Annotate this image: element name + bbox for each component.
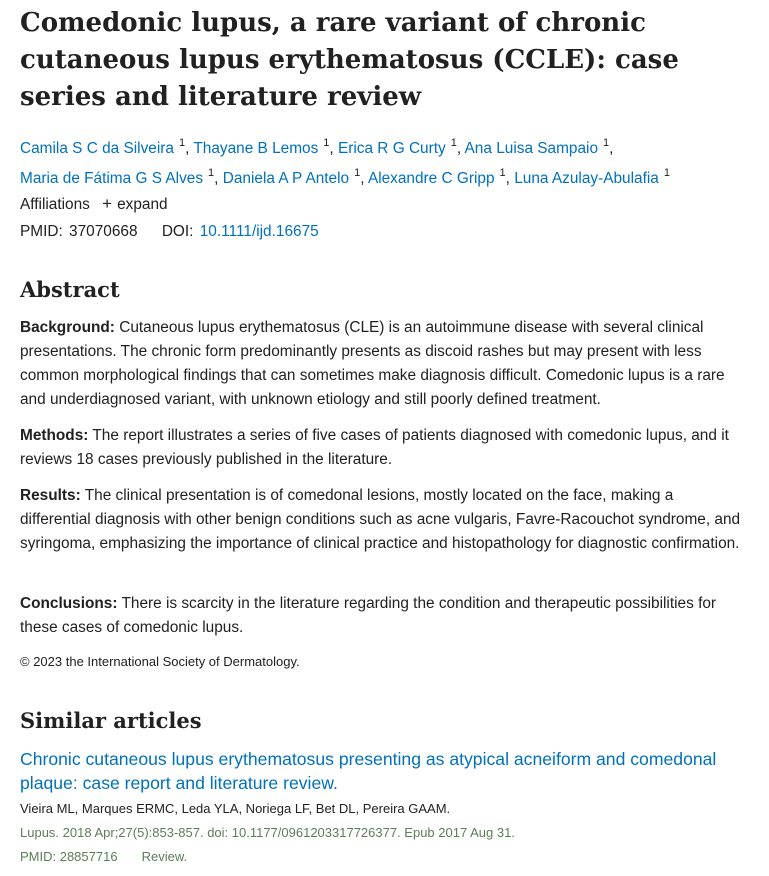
pmid-label: PMID: <box>20 223 63 240</box>
affiliation-marker[interactable]: 1 <box>323 137 330 149</box>
author-link[interactable]: Camila S C da Silveira $^1$ <box>20 137 186 157</box>
similar-article-pmid: PMID: 28857716 <box>20 849 118 864</box>
doi-link[interactable]: 10.1111/ijd.16675 <box>199 223 319 240</box>
similar-article-type: Review. <box>141 849 188 864</box>
expand-affiliations-button[interactable]: + expand <box>102 194 168 213</box>
similar-article-meta <box>20 847 187 867</box>
affiliation-marker[interactable]: 1 <box>663 167 670 179</box>
author-link[interactable]: Ana Luisa Sampaio $^1$ <box>464 137 610 157</box>
similar-article-title-link[interactable]: Chronic cutaneous lupus erythematosus presenting as atypical acneiform and comedonal plaque: case report and literature review. <box>20 749 717 793</box>
pmid-value: 37070668 <box>69 223 138 240</box>
author-link[interactable]: Maria de Fátima G S Alves $^1$ <box>20 167 215 187</box>
affiliation-marker[interactable]: 1 <box>450 137 457 149</box>
affiliations-label: Affiliations <box>20 196 90 213</box>
abstract-methods: Methods: The report illustrates a series of five cases of patients diagnosed with comedonic lupus, and it reviews 18 cases previously published in the literature. <box>20 427 729 468</box>
similar-article-authors: Vieira ML, Marques ERMC, Leda YLA, Noriega LF, Bet DL, Pereira GAAM. <box>20 801 451 816</box>
copyright-notice: © 2023 the International Society of Dermatology. <box>20 654 300 669</box>
author-link[interactable]: Luna Azulay-Abulafia $^1$ <box>514 167 670 187</box>
affiliation-marker[interactable]: 1 <box>208 167 215 179</box>
affiliation-marker[interactable]: 1 <box>499 167 506 179</box>
abstract-results: Results: The clinical presentation is of comedonal lesions, mostly located on the face, making a differential diagnosis with other benign conditions such as acne vulgaris, Favre-Racouchot syndrome, and syringoma, emphasizing the importance of clinical practice and histopathology for diagnostic confirmation. <box>20 487 741 552</box>
similar-article-citation: Lupus. 2018 Apr;27(5):853-857. doi: 10.1177/0961203317726377. Epub 2017 Aug 31. <box>20 825 515 840</box>
abstract-conclusions: Conclusions: There is scarcity in the literature regarding the condition and therapeutic possibilities for these cases of comedonic lupus. <box>20 595 717 636</box>
author-link[interactable]: Thayane B Lemos $^1$ <box>193 137 330 157</box>
affiliation-marker[interactable]: 1 <box>603 137 610 149</box>
affiliation-marker[interactable]: 1 <box>178 137 186 149</box>
author-link[interactable]: Alexandre C Gripp $^1$ <box>367 167 506 187</box>
abstract-heading: Abstract <box>20 277 120 302</box>
author-link[interactable]: Erica R G Curty $^1$ <box>337 137 457 157</box>
author-link[interactable]: Daniela A P Antelo $^1$ <box>222 167 361 187</box>
similar-articles-heading: Similar articles <box>20 708 202 733</box>
plus-icon: + <box>102 194 113 213</box>
abstract-background: Background: Cutaneous lupus erythematosus (CLE) is an autoimmune disease with several clinical presentations. The chronic form predominantly presents as discoid rashes but may present with less common morphological findings that can sometimes make diagnosis difficult. Comedonic lupus is a rare and underdiagnosed variant, with unknown etiology and still poorly defined treatment. <box>20 319 725 408</box>
article-title: Comedonic lupus, a rare variant of chronic cutaneous lupus erythematosus (CCLE): case series and literature review <box>20 8 679 112</box>
identifiers-row <box>20 220 319 244</box>
affiliations-row <box>20 192 168 217</box>
affiliation-marker[interactable]: 1 <box>354 167 361 179</box>
author-list: Camila S C da Silveira $^1$, Thayane B Lemos $^1$, Erica R G Curty $^1$, Ana Luisa Sampaio $^1$, Maria de Fátima G S Alves $^1$, Daniela A P Antelo $^1$, Alexandre C Gripp $^1$, Luna Azulay-Abulafia $^1$ <box>20 137 670 187</box>
doi-label: DOI: <box>161 223 194 240</box>
